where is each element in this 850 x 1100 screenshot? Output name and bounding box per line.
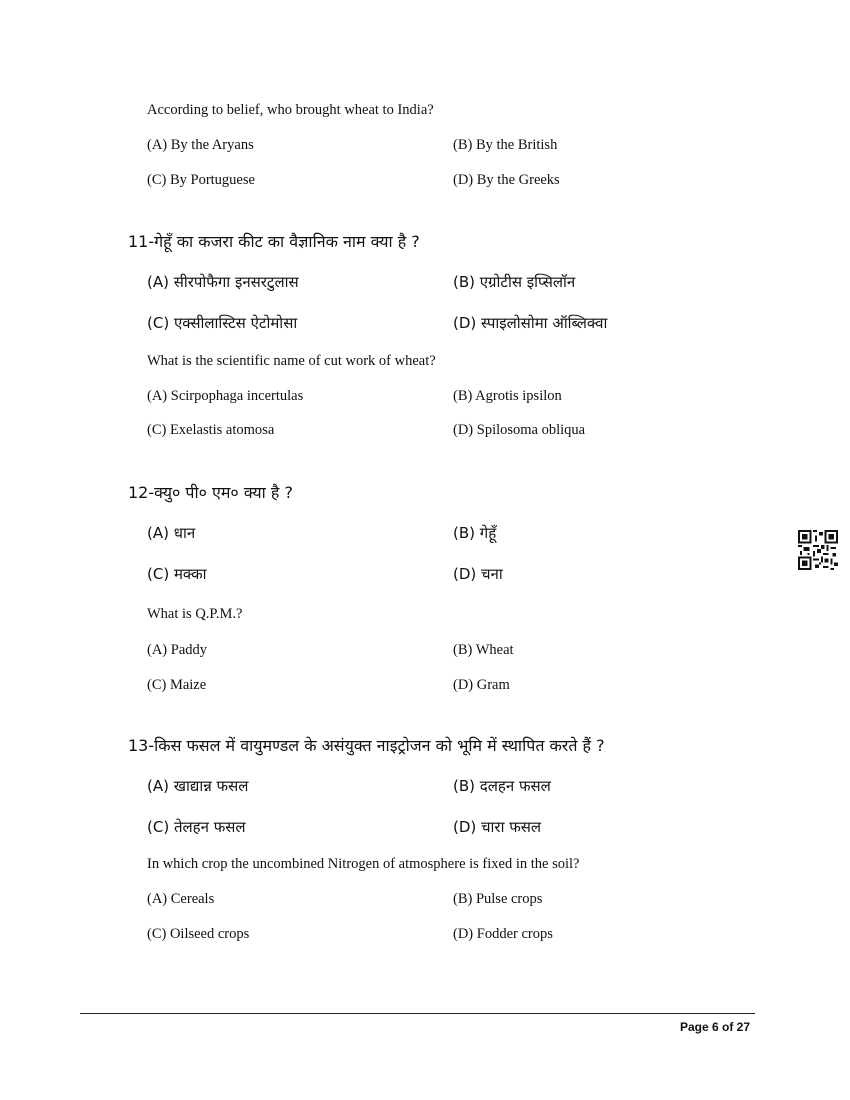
q13-question-hi: 13-किस फसल में वायुमण्डल के असंयुक्त नाइट्रोजन को भूमि में स्थापित करते हैं ? — [128, 736, 605, 755]
q12-option-c-en: (C) Maize — [147, 677, 207, 693]
q12-option-d-hi: (D) चना — [453, 565, 503, 583]
q13-option-d-en: (D) Fodder crops — [453, 926, 553, 942]
q13-option-c-hi: (C) तेलहन फसल — [147, 818, 246, 836]
q13-question-en: In which crop the uncombined Nitrogen of atmosphere is fixed in the soil? — [147, 856, 580, 872]
q10-option-b-en: (B) By the British — [453, 137, 558, 153]
q11-option-c-hi: (C) एक्सीलास्टिस ऐटोमोसा — [147, 314, 298, 332]
q12-question-en: What is Q.P.M.? — [147, 606, 243, 622]
q10-question-en: According to belief, who brought wheat to India? — [147, 102, 434, 118]
q12-option-b-en: (B) Wheat — [453, 642, 514, 658]
q10-option-a-en: (A) By the Aryans — [147, 137, 254, 153]
q11-option-c-en: (C) Exelastis atomosa — [147, 422, 275, 438]
q12-option-a-hi: (A) धान — [147, 524, 196, 542]
q11-option-d-en: (D) Spilosoma obliqua — [453, 422, 586, 438]
q12-option-b-hi: (B) गेहूँ — [453, 524, 497, 542]
q11-option-b-en: (B) Agrotis ipsilon — [453, 388, 562, 404]
q11-option-b-hi: (B) एग्रोटीस इप्सिलॉन — [453, 273, 576, 291]
q13-option-a-hi: (A) खाद्यान्न फसल — [147, 777, 249, 795]
q11-question-en: What is the scientific name of cut work of wheat? — [147, 353, 436, 369]
q12-option-d-en: (D) Gram — [453, 677, 510, 693]
q12-option-c-hi: (C) मक्का — [147, 565, 207, 583]
q11-option-d-hi: (D) स्पाइलोसोमा ऑब्लिक्वा — [453, 314, 608, 332]
q11-question-hi: 11-गेहूँ का कजरा कीट का वैज्ञानिक नाम क्या है ? — [128, 232, 420, 251]
q10-option-c-en: (C) By Portuguese — [147, 172, 255, 188]
q12-question-hi: 12-क्यु० पी० एम० क्या है ? — [128, 483, 293, 502]
q13-option-c-en: (C) Oilseed crops — [147, 926, 250, 942]
q11-option-a-hi: (A) सीरपोफैगा इनसरटुलास — [147, 273, 299, 291]
q13-option-a-en: (A) Cereals — [147, 891, 215, 907]
q11-option-a-en: (A) Scirpophaga incertulas — [147, 388, 304, 404]
q13-option-d-hi: (D) चारा फसल — [453, 818, 542, 836]
footer-divider — [80, 1013, 755, 1014]
q10-option-d-en: (D) By the Greeks — [453, 172, 560, 188]
q13-option-b-en: (B) Pulse crops — [453, 891, 543, 907]
q13-option-b-hi: (B) दलहन फसल — [453, 777, 551, 795]
qr-code-icon — [798, 530, 838, 570]
q12-option-a-en: (A) Paddy — [147, 642, 208, 658]
page-number: Page 6 of 27 — [679, 1020, 750, 1034]
